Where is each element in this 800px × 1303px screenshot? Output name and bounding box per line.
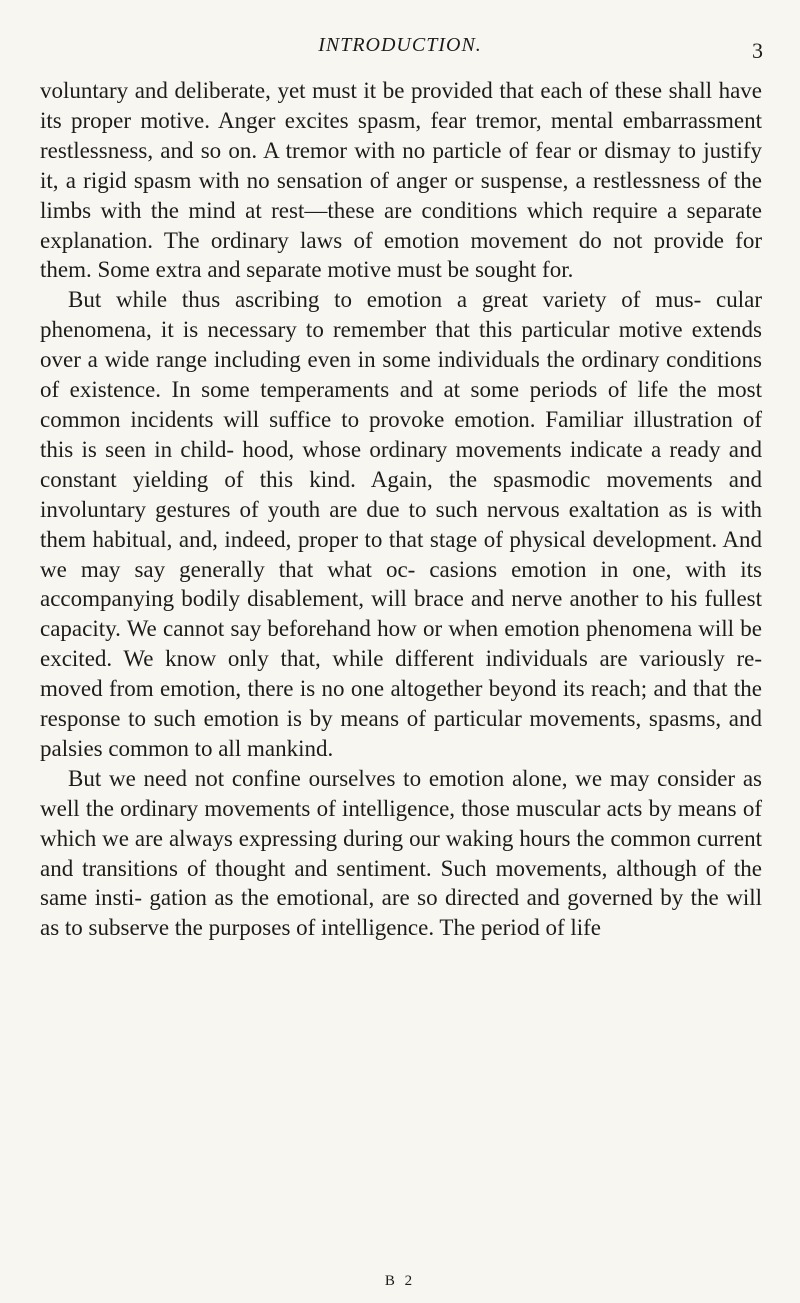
running-head xyxy=(0,34,800,64)
paragraph-1: voluntary and deliberate, yet must it be provided that each of these shall have its proper motive. Anger excites spasm, fear tremor, mental embarrassment restlessness, and so on. A tremor with no particle of fear or dismay to justify it, a rigid spasm with no sensation of anger or suspense, a restlessness of the limbs with the mind at rest—these are conditions which require a separate explanation. The ordinary laws of emotion movement do not provide for them. Some extra and separate motive must be sought for. xyxy=(40,78,762,283)
paragraph-3: But we need not confine ourselves to emotion alone, we may consider as well the ordinary movements of intelligence, those muscular acts by means of which we are always expressing during our waking hours the common current and transitions of thought and sentiment. Such movements, although of the same insti- gation as the emotional, are so directed and governed by the will as to subserve the purposes of intelligence. The period of life xyxy=(40,765,762,941)
body-text xyxy=(40,76,762,943)
signature-mark: B 2 xyxy=(384,1273,416,1289)
page-number: 3 xyxy=(752,38,763,63)
paragraph-2: But while thus ascribing to emotion a great variety of mus- cular phenomena, it is necessary to remember that this particular motive extends over a wide range including even in some individuals the ordinary conditions of existence. In some temperaments and at some periods of life the most common incidents will suffice to provoke emotion. Familiar illustration of this is seen in child- hood, whose ordinary movements indicate a ready and constant yielding of this kind. Again, the spasmodic movements and involuntary gestures of youth are due to such nervous exaltation as is with them habitual, and, indeed, proper to that stage of physical development. And we may say generally that what oc- casions emotion in one, with its accompanying bodily disablement, will brace and nerve another to his fullest capacity. We cannot say beforehand how or when emotion phenomena will be excited. We know only that, while different individuals are variously re- moved from emotion, there is no one altogether beyond its reach; and that the response to such emotion is by means of particular movements, spasms, and palsies common to all mankind. xyxy=(40,287,762,761)
running-title: INTRODUCTION. xyxy=(318,34,482,56)
